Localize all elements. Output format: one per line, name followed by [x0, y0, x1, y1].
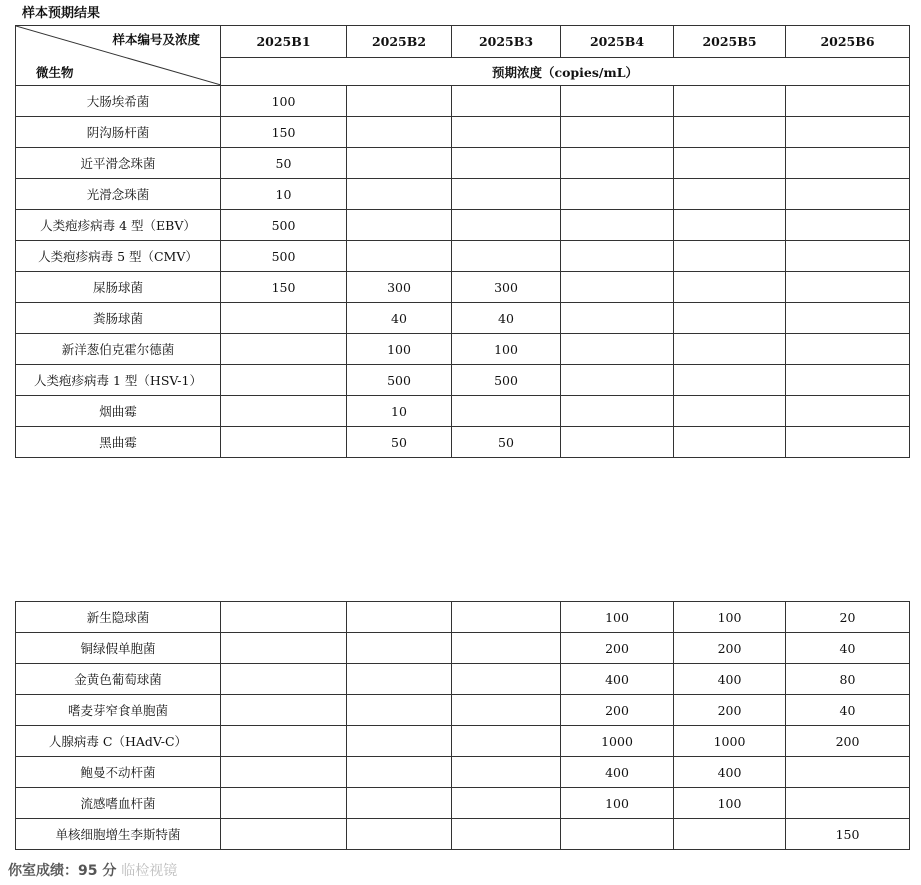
concentration-cell: [786, 117, 910, 148]
concentration-cell: 40: [786, 695, 910, 726]
concentration-cell: [452, 86, 561, 117]
concentration-cell: [452, 757, 561, 788]
concentration-cell: [221, 726, 347, 757]
concentration-cell: 200: [674, 633, 786, 664]
concentration-cell: [452, 241, 561, 272]
concentration-cell: [347, 726, 452, 757]
microbe-name-cell: 金黄色葡萄球菌: [16, 664, 221, 695]
expected-results-table-1: [15, 25, 910, 458]
concentration-cell: [347, 602, 452, 633]
concentration-cell: [221, 334, 347, 365]
concentration-cell: [561, 365, 674, 396]
concentration-cell: [347, 210, 452, 241]
microbe-name-cell: 单核细胞增生李斯特菌: [16, 819, 221, 850]
concentration-cell: [347, 86, 452, 117]
concentration-cell: [221, 757, 347, 788]
concentration-cell: [452, 819, 561, 850]
microbe-name-cell: 近平滑念珠菌: [16, 148, 221, 179]
microbe-name-cell: 鲍曼不动杆菌: [16, 757, 221, 788]
concentration-cell: 20: [786, 602, 910, 633]
concentration-cell: [452, 210, 561, 241]
table-row: [16, 602, 910, 633]
table-row: [16, 633, 910, 664]
concentration-cell: [786, 427, 910, 458]
unit-header: 预期浓度（copies/mL）: [221, 58, 910, 86]
concentration-cell: [561, 148, 674, 179]
concentration-cell: [347, 664, 452, 695]
concentration-cell: [347, 757, 452, 788]
column-header: 2025B1: [221, 26, 347, 58]
table-row: [16, 365, 910, 396]
concentration-cell: 150: [221, 272, 347, 303]
microbe-name-cell: 人腺病毒 C（HAdV-C）: [16, 726, 221, 757]
concentration-cell: [674, 303, 786, 334]
concentration-cell: [347, 241, 452, 272]
concentration-cell: [786, 272, 910, 303]
table-row: [16, 272, 910, 303]
concentration-cell: [786, 788, 910, 819]
column-header: 2025B2: [347, 26, 452, 58]
concentration-cell: 500: [221, 241, 347, 272]
microbe-name-cell: 人类疱疹病毒 4 型（EBV）: [16, 210, 221, 241]
concentration-cell: [561, 241, 674, 272]
microbe-name-cell: 新洋葱伯克霍尔德菌: [16, 334, 221, 365]
concentration-cell: [221, 602, 347, 633]
concentration-cell: [347, 633, 452, 664]
concentration-cell: 100: [452, 334, 561, 365]
concentration-cell: 10: [347, 396, 452, 427]
concentration-cell: 150: [221, 117, 347, 148]
concentration-cell: 300: [452, 272, 561, 303]
concentration-cell: [452, 396, 561, 427]
concentration-cell: [674, 396, 786, 427]
concentration-cell: 150: [786, 819, 910, 850]
concentration-cell: 100: [347, 334, 452, 365]
concentration-cell: [347, 788, 452, 819]
score-label: 你室成绩：95 分: [8, 863, 117, 879]
concentration-cell: 200: [786, 726, 910, 757]
concentration-cell: 200: [561, 695, 674, 726]
concentration-cell: [674, 117, 786, 148]
concentration-cell: 100: [674, 788, 786, 819]
concentration-cell: [786, 148, 910, 179]
concentration-cell: 40: [452, 303, 561, 334]
table-row: [16, 427, 910, 458]
concentration-cell: 40: [347, 303, 452, 334]
concentration-cell: 400: [674, 664, 786, 695]
concentration-cell: 1000: [561, 726, 674, 757]
microbe-name-cell: 人类疱疹病毒 5 型（CMV）: [16, 241, 221, 272]
table-row: [16, 695, 910, 726]
concentration-cell: [561, 334, 674, 365]
concentration-cell: [561, 396, 674, 427]
concentration-cell: [786, 210, 910, 241]
concentration-cell: [221, 633, 347, 664]
concentration-cell: [561, 819, 674, 850]
concentration-cell: 100: [561, 788, 674, 819]
column-header: 2025B5: [674, 26, 786, 58]
concentration-cell: [452, 788, 561, 819]
concentration-cell: [786, 396, 910, 427]
section-title: 样本预期结果: [22, 6, 101, 21]
concentration-cell: [674, 210, 786, 241]
table-row: [16, 148, 910, 179]
concentration-cell: 400: [561, 757, 674, 788]
concentration-cell: [561, 179, 674, 210]
concentration-cell: [674, 241, 786, 272]
table-row: [16, 396, 910, 427]
concentration-cell: 200: [674, 695, 786, 726]
microbe-name-cell: 屎肠球菌: [16, 272, 221, 303]
concentration-cell: [221, 788, 347, 819]
concentration-cell: [347, 117, 452, 148]
table-row: [16, 664, 910, 695]
table-row: [16, 334, 910, 365]
microbe-name-cell: 黑曲霉: [16, 427, 221, 458]
concentration-cell: [786, 86, 910, 117]
microbe-name-cell: 阴沟肠杆菌: [16, 117, 221, 148]
concentration-cell: [452, 726, 561, 757]
concentration-cell: [674, 86, 786, 117]
concentration-cell: 500: [221, 210, 347, 241]
concentration-cell: 400: [561, 664, 674, 695]
concentration-cell: [561, 303, 674, 334]
column-header: 2025B4: [561, 26, 674, 58]
concentration-cell: [674, 179, 786, 210]
table-row: [16, 117, 910, 148]
table-row: [16, 210, 910, 241]
concentration-cell: 500: [452, 365, 561, 396]
concentration-cell: [674, 334, 786, 365]
concentration-cell: [561, 272, 674, 303]
concentration-cell: [347, 179, 452, 210]
concentration-cell: [221, 396, 347, 427]
concentration-cell: [561, 117, 674, 148]
concentration-cell: [561, 210, 674, 241]
microbe-name-cell: 人类疱疹病毒 1 型（HSV-1）: [16, 365, 221, 396]
concentration-cell: [674, 148, 786, 179]
concentration-cell: [452, 695, 561, 726]
concentration-cell: 50: [221, 148, 347, 179]
concentration-cell: [786, 334, 910, 365]
concentration-cell: [221, 365, 347, 396]
table-row: [16, 179, 910, 210]
concentration-cell: [452, 602, 561, 633]
concentration-cell: [221, 695, 347, 726]
concentration-cell: 50: [452, 427, 561, 458]
concentration-cell: [221, 819, 347, 850]
concentration-cell: [452, 179, 561, 210]
concentration-cell: [452, 664, 561, 695]
concentration-cell: [786, 303, 910, 334]
concentration-cell: [452, 633, 561, 664]
concentration-cell: [674, 819, 786, 850]
concentration-cell: 10: [221, 179, 347, 210]
concentration-cell: 80: [786, 664, 910, 695]
concentration-cell: 40: [786, 633, 910, 664]
column-header: 2025B6: [786, 26, 910, 58]
concentration-cell: 400: [674, 757, 786, 788]
concentration-cell: 50: [347, 427, 452, 458]
microbe-name-cell: 新生隐球菌: [16, 602, 221, 633]
concentration-cell: 500: [347, 365, 452, 396]
concentration-cell: [674, 365, 786, 396]
diag-header-top: 样本编号及浓度: [112, 32, 200, 47]
concentration-cell: [221, 427, 347, 458]
table-row: [16, 241, 910, 272]
concentration-cell: [674, 272, 786, 303]
table-row: [16, 757, 910, 788]
watermark: 临检视镜: [121, 863, 178, 879]
concentration-cell: [561, 427, 674, 458]
concentration-cell: [452, 148, 561, 179]
concentration-cell: 1000: [674, 726, 786, 757]
concentration-cell: 100: [561, 602, 674, 633]
microbe-name-cell: 嗜麦芽窄食单胞菌: [16, 695, 221, 726]
concentration-cell: [786, 179, 910, 210]
microbe-name-cell: 粪肠球菌: [16, 303, 221, 334]
concentration-cell: 200: [561, 633, 674, 664]
concentration-cell: [786, 241, 910, 272]
table-row: [16, 819, 910, 850]
concentration-cell: [786, 365, 910, 396]
score-footer: [8, 860, 177, 880]
table-row: [16, 788, 910, 819]
concentration-cell: [347, 819, 452, 850]
concentration-cell: [674, 427, 786, 458]
diagonal-header-cell: [16, 26, 221, 86]
concentration-cell: 100: [221, 86, 347, 117]
concentration-cell: [221, 664, 347, 695]
concentration-cell: 100: [674, 602, 786, 633]
table-row: [16, 86, 910, 117]
microbe-name-cell: 流感嗜血杆菌: [16, 788, 221, 819]
diag-header-bottom: 微生物: [36, 65, 74, 80]
expected-results-table-2: [15, 601, 910, 850]
table-row: [16, 726, 910, 757]
concentration-cell: [347, 148, 452, 179]
microbe-name-cell: 烟曲霉: [16, 396, 221, 427]
concentration-cell: 300: [347, 272, 452, 303]
concentration-cell: [347, 695, 452, 726]
concentration-cell: [452, 117, 561, 148]
concentration-cell: [561, 86, 674, 117]
microbe-name-cell: 铜绿假单胞菌: [16, 633, 221, 664]
column-header: 2025B3: [452, 26, 561, 58]
microbe-name-cell: 大肠埃希菌: [16, 86, 221, 117]
table-row: [16, 303, 910, 334]
concentration-cell: [786, 757, 910, 788]
concentration-cell: [221, 303, 347, 334]
microbe-name-cell: 光滑念珠菌: [16, 179, 221, 210]
